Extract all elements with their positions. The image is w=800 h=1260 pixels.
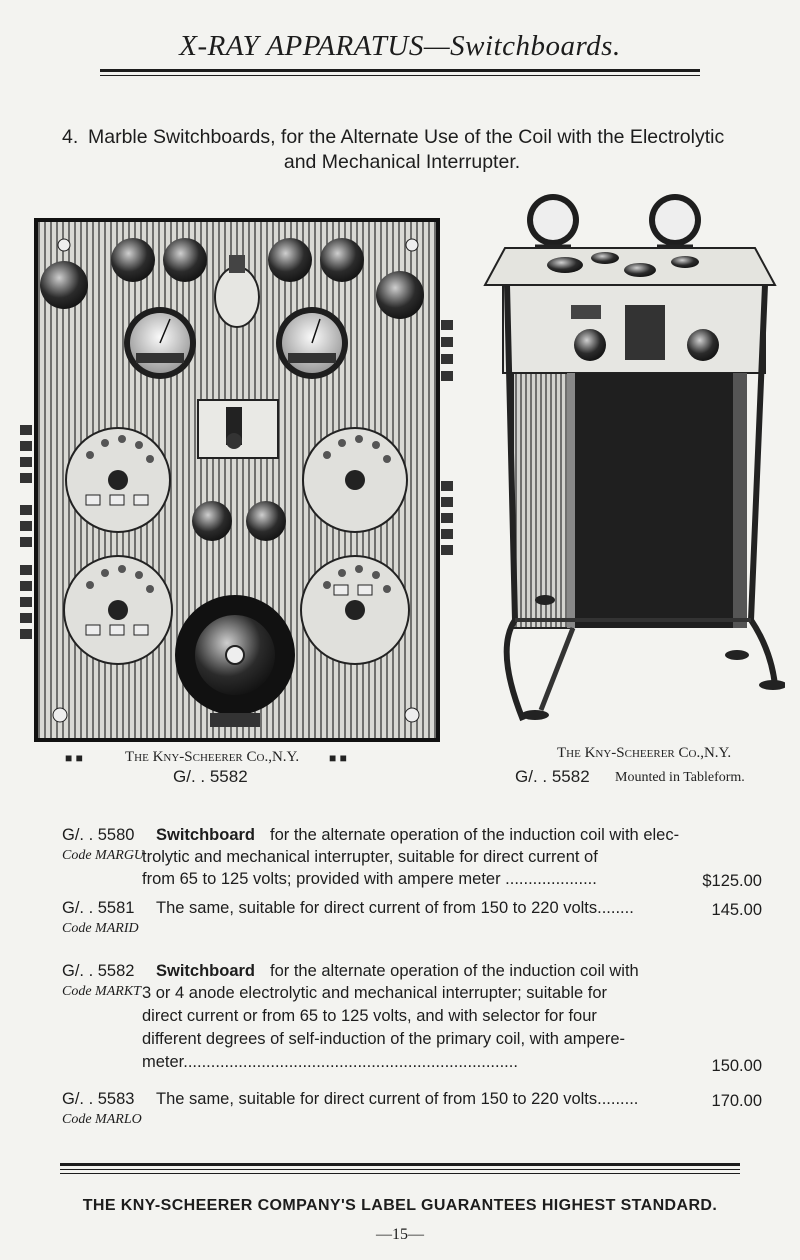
catalog-entry: [62, 899, 762, 949]
figure2-maker: The Kny-Scheerer Co.,N.Y.: [557, 745, 732, 761]
entry-text-line: The same, suitable for direct current of from 150 to 220 volts.........: [156, 1090, 639, 1108]
entry-title: Switchboard: [156, 826, 256, 844]
entry-code: Code MARKT: [62, 984, 141, 999]
section-heading-line2: and Mechanical Interrupter.: [283, 151, 521, 173]
figure1-maker: The Kny-Scheerer Co.,N.Y.: [125, 749, 300, 765]
entry-text-line: from 65 to 125 volts; provided with ampere meter ....................: [142, 870, 597, 888]
entry-text-line: different degrees of self-induction of the primary coil, with ampere-: [142, 1030, 626, 1048]
entry-price: 170.00: [711, 1092, 762, 1110]
entry-code: Code MARID: [62, 921, 139, 936]
entry-catalog-number: G/. . 5583: [62, 1090, 135, 1108]
figure1-number: G/. . 5582: [173, 767, 248, 786]
footer-guarantee: THE KNY-SCHEERER COMPANY'S LABEL GUARANTEES HIGHEST STANDARD.: [82, 1197, 718, 1214]
header-rule-thick: [100, 69, 700, 72]
footer-rule-thin: [60, 1173, 740, 1174]
entry-text-line: for the alternate operation of the induction coil with: [270, 962, 639, 980]
entry-text-line: direct current or from 65 to 125 volts, and with selector for four: [142, 1007, 597, 1025]
entry-catalog-number: G/. . 5581: [62, 899, 135, 917]
entry-text-line: 3 or 4 anode electrolytic and mechanical interrupter; suitable for: [142, 984, 608, 1002]
page-number: —15—: [376, 1226, 424, 1243]
figure2-number: G/. . 5582: [515, 767, 590, 786]
entry-title: Switchboard: [156, 962, 256, 980]
footer-rule-thin: [60, 1169, 740, 1170]
entry-catalog-number: G/. . 5580: [62, 826, 135, 844]
footer-rule-thick: [60, 1163, 740, 1166]
figure2-note: Mounted in Tableform.: [615, 770, 745, 785]
entry-text-line: meter.........................................................................: [142, 1053, 518, 1071]
entry-code: Code MARGU: [62, 848, 145, 863]
nameplate-icon: ■ ■: [65, 751, 83, 765]
entry-code: Code MARLO: [62, 1112, 142, 1127]
entry-price: $125.00: [702, 872, 762, 890]
header-rule-thin: [100, 75, 700, 76]
entry-catalog-number: G/. . 5582: [62, 962, 135, 980]
catalog-entry: [62, 962, 762, 1092]
entry-price: 145.00: [711, 901, 762, 919]
section-number: 4.: [62, 126, 79, 148]
entry-text-line: for the alternate operation of the induction coil with elec-: [270, 826, 680, 844]
catalog-entry: [62, 1090, 762, 1140]
tableform-switchboard-illustration: [475, 180, 785, 735]
entry-price: 150.00: [711, 1057, 762, 1075]
entry-text-line: trolytic and mechanical interrupter, suitable for direct current of: [142, 848, 598, 866]
switchboard-illustration: [20, 215, 460, 745]
nameplate-icon: ■ ■: [329, 751, 347, 765]
page-header-title: X-RAY APPARATUS—Switchboards.: [179, 30, 621, 62]
entry-text-line: The same, suitable for direct current of from 150 to 220 volts........: [156, 899, 634, 917]
section-heading-line1: Marble Switchboards, for the Alternate Use of the Coil with the Electrolytic: [88, 126, 725, 148]
